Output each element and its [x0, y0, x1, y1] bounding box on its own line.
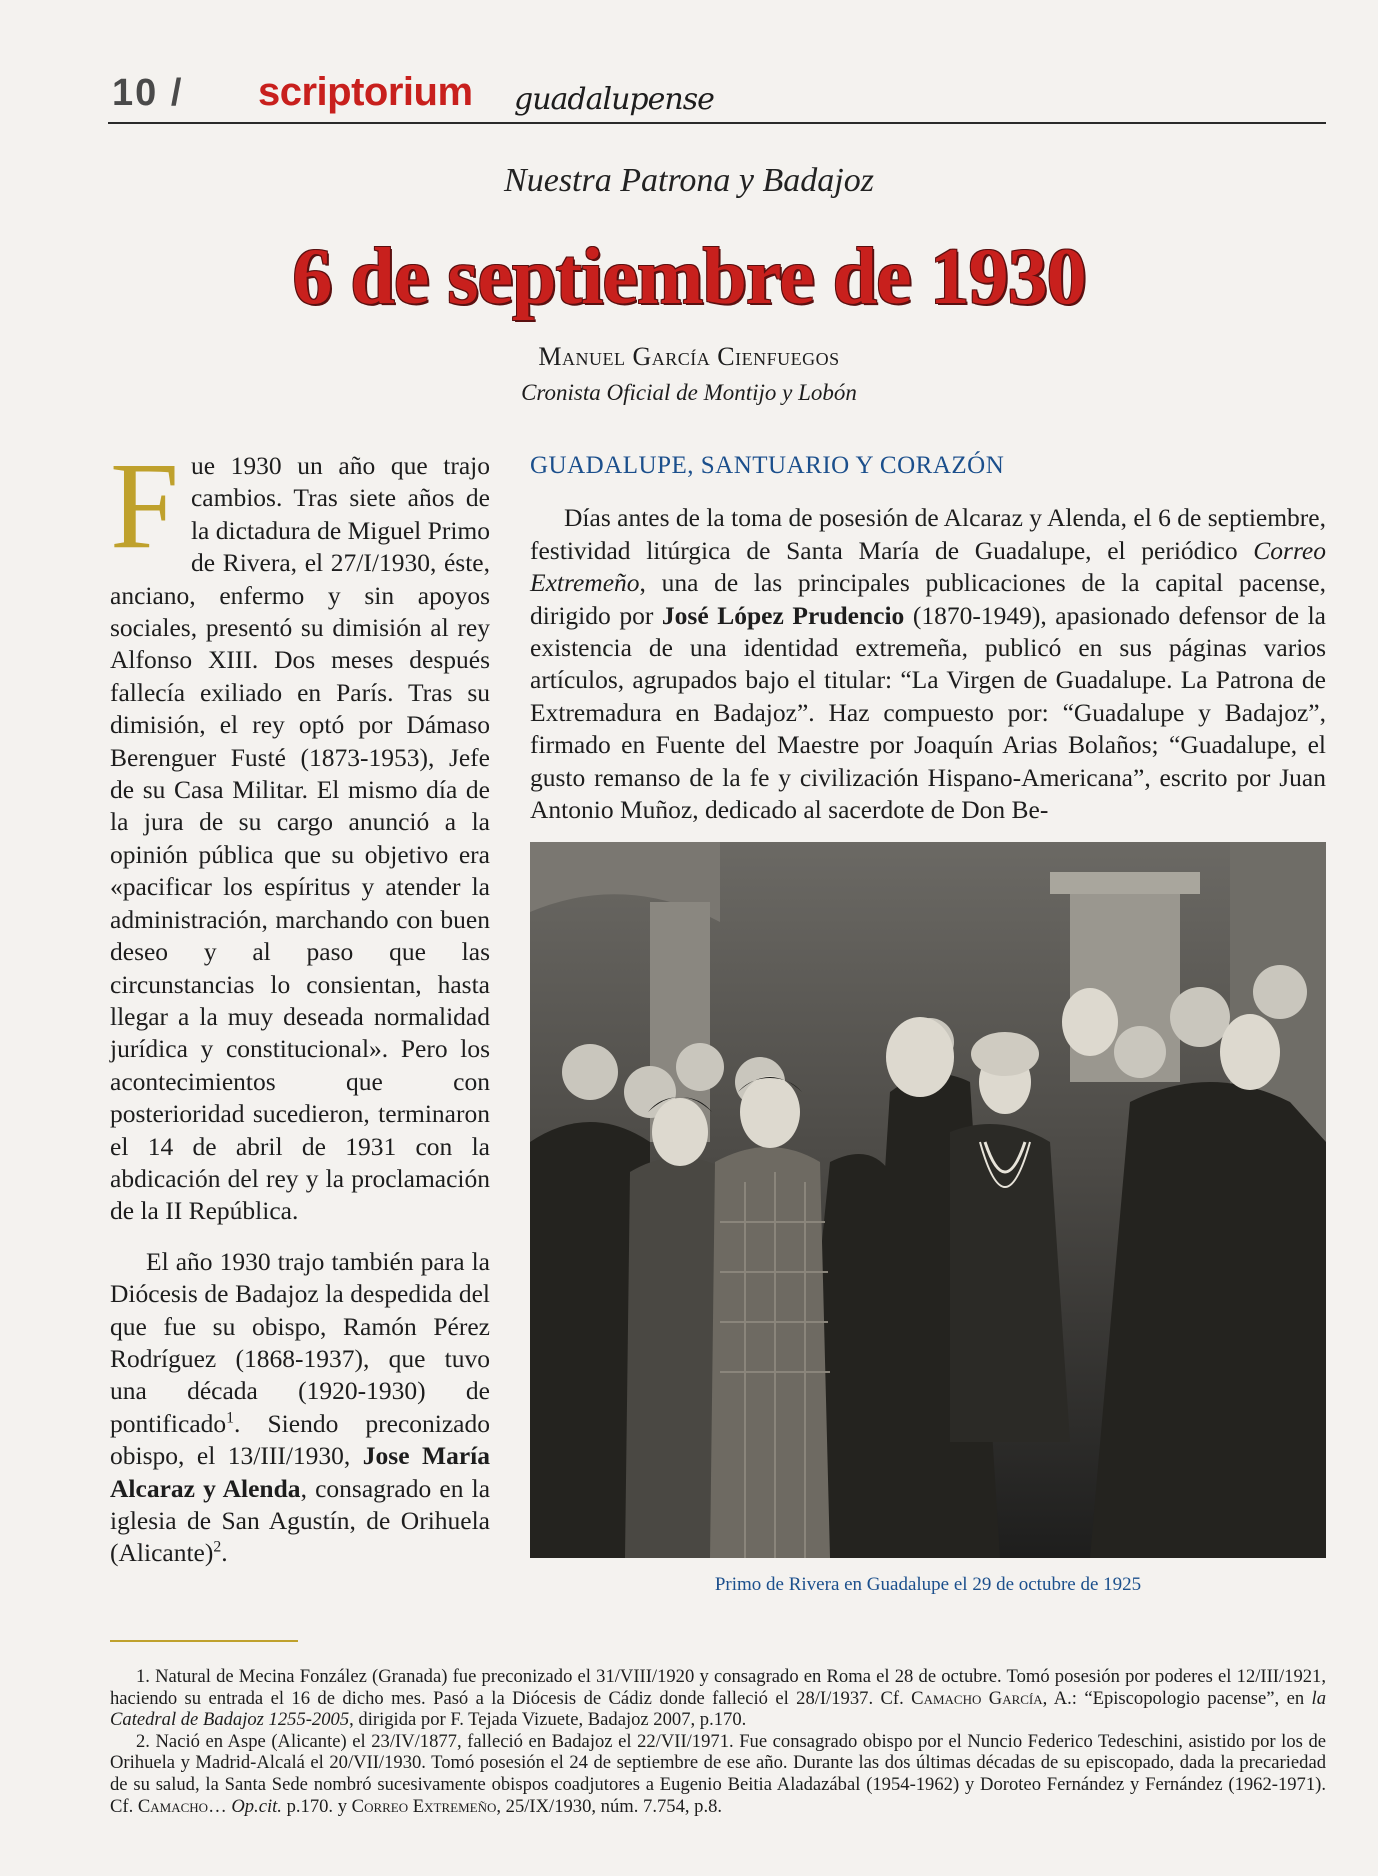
footnote-divider: [110, 1640, 298, 1642]
footnote-2: [110, 1731, 1326, 1817]
article-title: 6 de septiembre de 1930: [292, 233, 1086, 321]
footnote-2-italic: Op.cit.: [231, 1795, 282, 1817]
section-text-b: , una de las principales publicaciones de la capital pacense, dirigido por: [530, 568, 1326, 630]
footnote-1-text-b: , A.: “Episcopologio pacense”, en: [1042, 1687, 1312, 1709]
paragraph-2: [110, 1246, 490, 1570]
section-heading: GUADALUPE, SANTUARIO Y CORAZÓN: [530, 452, 1005, 479]
historic-photo: [530, 842, 1326, 1558]
footnote-1: [110, 1666, 1326, 1731]
article-kicker: Nuestra Patrona y Badajoz: [504, 162, 874, 199]
footnote-2-text-c: p.170. y: [281, 1795, 352, 1817]
right-column: [530, 450, 1326, 826]
footnote-1-text-c: , dirigida por F. Tejada Vizuete, Badajoz 2007, p.170.: [349, 1709, 747, 1731]
brand-logo-script: guadalupense: [514, 82, 714, 117]
footnote-ref-2[interactable]: 2: [213, 1538, 222, 1556]
paragraph-2-text-d: .: [221, 1538, 228, 1568]
footnote-1-text-a: 1. Natural de Mecina Fonzález (Granada) fue preconizado el 31/VIII/1920 y consagrado en Roma el 28 de octubre. Tomó posesión por poderes el 12/III/1921, haciendo su entrada el 16 de dicho mes. Pasó a la Diócesis de Cádiz donde falleció el 28/I/1937. Cf.: [110, 1666, 1326, 1709]
drop-cap: F: [110, 437, 179, 574]
footnote-2-text-b: …: [208, 1795, 232, 1817]
footnotes: [110, 1666, 1326, 1817]
paragraph-2-text-b: . Siendo preconizado obispo, el 13/III/1930,: [110, 1408, 490, 1471]
section-paragraph: [530, 502, 1326, 826]
footnote-1-smallcaps: Camacho García: [911, 1687, 1043, 1709]
footnote-2-text-a: 2. Nació en Aspe (Alicante) el 23/IV/1877, falleció en Badajoz el 22/VII/1971. Fue consagrado obispo por el Nuncio Federico Tedeschini, asistido por los de Orihuela y Madrid-Alcalá el 20/VII/1930. Tomó posesión el 24 de septiembre de ese año. Durante las dos últimas décadas de su episcopado, dada la precariedad de su salud, la Santa Sede nombró sucesivamente obispos coadjutores a Eugenio Beitia Aladazábal (1954-1962) y Doroteo Fernández y Fernández (1962-1971). Cf.: [110, 1730, 1326, 1817]
photo-caption: Primo de Rivera en Guadalupe el 29 de octubre de 1925: [714, 1574, 1142, 1595]
article-author: Manuel García Cienfuegos: [538, 342, 840, 371]
section-italic: Correo Extremeño: [530, 535, 1326, 598]
footnote-2-smallcaps-2: Correo Extremeño: [351, 1795, 497, 1817]
paragraph-2-text-a: El año 1930 trajo también para la Diócesis de Badajoz la despedida del que fue su obispo, Ramón Pérez Rodríguez (1868-1937), que tuvo una década (1920-1930) de pontificado: [110, 1246, 490, 1438]
footnote-2-text-d: , 25/IX/1930, núm. 7.754, p.8.: [496, 1795, 723, 1817]
brand-logo: scriptorium: [258, 70, 473, 114]
photo-illustration: [530, 842, 1326, 1558]
footnote-ref-1[interactable]: 1: [226, 1409, 235, 1427]
paragraph-2-bold: Jose María Alcaraz y Alenda: [110, 1441, 491, 1503]
author-role: Cronista Oficial de Montijo y Lobón: [521, 380, 857, 405]
footnote-1-italic: la Catedral de Badajoz 1255-2005: [110, 1687, 1327, 1731]
paragraph-1-text: ue 1930 un año que trajo cambios. Tras siete años de la dictadura de Miguel Primo de Rivera, el 27/I/1930, éste, anciano, enfermo y sin apoyos sociales, presentó su dimisión al rey Alfonso XIII. Dos meses después fallecía exiliado en París. Tras su dimisión, el rey optó por Dámaso Berenguer Fusté (1873-1953), Jefe de su Casa Militar. El mismo día de la jura de su cargo anunció a la opinión pública que su objetivo era «pacificar los espíritus y atender la administración, marchando con buen deseo y al paso que las circunstancias lo consientan, hasta llegar a la muy deseada normalidad jurídica y constitucional». Pero los acontecimientos que con posterioridad sucedieron, terminaron el 14 de abril de 1931 con la abdicación del rey y la proclamación de la II República.: [110, 451, 490, 1226]
section-text-a: Días antes de la toma de posesión de Alcaraz y Alenda, el 6 de septiembre, festividad litúrgica de Santa María de Guadalupe, el periódico: [530, 503, 1326, 565]
page-number: 10 /: [112, 72, 184, 114]
page-header: [108, 66, 1326, 124]
footnote-2-smallcaps-1: Camacho: [137, 1795, 209, 1817]
section-bold: José López Prudencio: [661, 600, 905, 630]
paragraph-2-text-c: , consagrado en la iglesia de San Agustín, de Orihuela (Alicante): [110, 1473, 491, 1568]
left-column: [110, 437, 491, 1588]
section-text-c: (1870-1949), apasionado defensor de la existencia de una identidad extremeña, publicó en sus páginas varios artículos, agrupados bajo el titular: “La Virgen de Guadalupe. La Patrona de Extremadura en Badajoz”. Haz compuesto por: “Guadalupe y Badajoz”, firmado en Fuente del Maestre por Joaquín Arias Bolaños; “Guadalupe, el gusto remanso de la fe y civilización Hispano-Americana”, escrito por Juan Antonio Muñoz, dedicado al sacerdote de Don Be-: [530, 600, 1326, 825]
paragraph-1: [110, 437, 490, 1228]
